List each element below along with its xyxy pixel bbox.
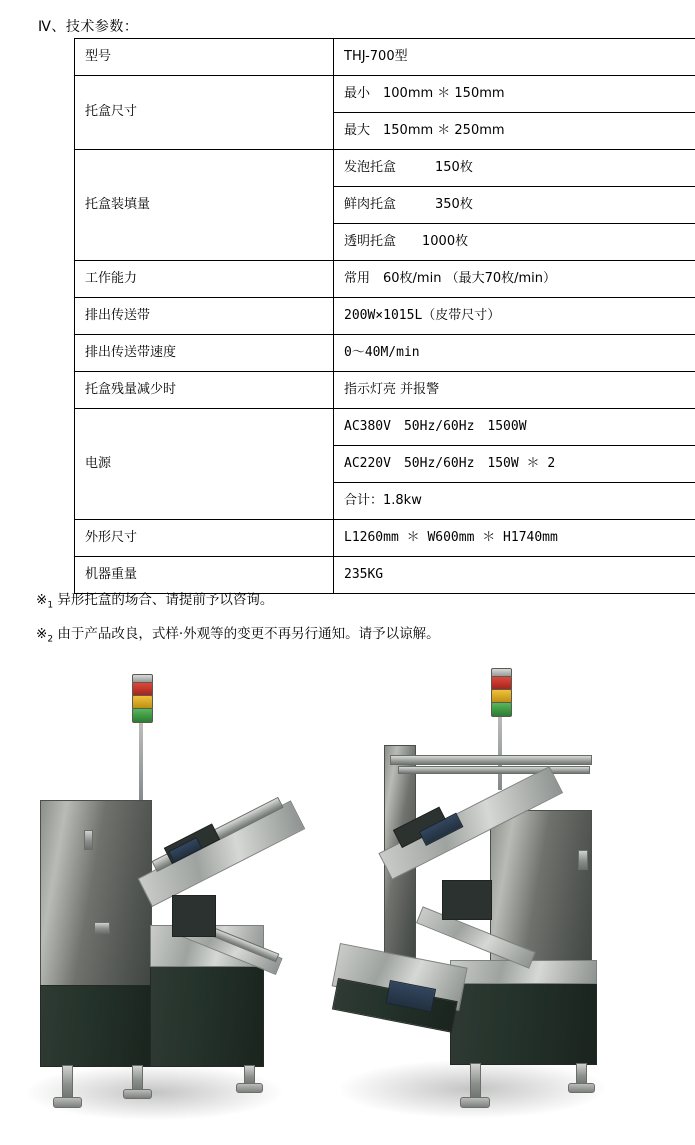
spec-label: 托盒尺寸 (75, 76, 334, 150)
footnote-marker: ※ (36, 626, 48, 642)
table-row (75, 372, 695, 409)
spec-label: 工作能力 (75, 261, 334, 298)
footnote-1 (36, 588, 273, 611)
foot-left (53, 1097, 82, 1108)
spec-label: 排出传送带速度 (75, 335, 334, 372)
table-row (75, 409, 695, 446)
table-row (75, 76, 695, 113)
foot-right (236, 1083, 263, 1093)
spec-label: 排出传送带 (75, 298, 334, 335)
spec-value: 0～40M/min (334, 335, 695, 372)
machine-photo-left (22, 660, 312, 1130)
footnote-text: 异形托盒的场合、请提前予以咨询。 (57, 592, 274, 608)
spec-value: 合计：1.8kw (334, 483, 695, 520)
magazine-arm (137, 800, 305, 907)
spec-label: 机器重量 (75, 557, 334, 594)
lamp-green (491, 702, 512, 717)
footnote-text: 由于产品改良，式样·外观等的变更不再另行通知。请予以谅解。 (57, 626, 440, 642)
cabinet-left-panel (40, 800, 152, 1002)
cabinet-lower-dark (450, 978, 597, 1065)
product-photos (0, 655, 695, 1145)
top-rail-secondary (398, 766, 590, 774)
spec-value: 指示灯亮 并报警 (334, 372, 695, 409)
spec-value: 235KG (334, 557, 695, 594)
cabinet-base-right (150, 960, 264, 1067)
tray-stack (442, 880, 492, 920)
table-row (75, 261, 695, 298)
spec-label: 外形尺寸 (75, 520, 334, 557)
foot-mid (123, 1089, 152, 1099)
page-title: Ⅳ、技术参数： (38, 19, 139, 35)
leg-left (62, 1065, 73, 1101)
spec-value: AC220V 50Hz/60Hz 150W ＊ 2 (334, 446, 695, 483)
spec-value: 鲜肉托盒 350枚 (334, 187, 695, 224)
door-handle (84, 830, 93, 850)
spec-value: 常用 60枚/min （最大70枚/min） (334, 261, 695, 298)
machine-photo-right (330, 660, 620, 1130)
spec-value: 最小 100mm ＊ 150mm (334, 76, 695, 113)
spec-label: 电源 (75, 409, 334, 520)
door-handle (578, 850, 588, 870)
spec-value: 最大 150mm ＊ 250mm (334, 113, 695, 150)
door-latch (94, 922, 110, 934)
table-row (75, 335, 695, 372)
spec-value: AC380V 50Hz/60Hz 1500W (334, 409, 695, 446)
spec-table (74, 38, 695, 594)
foot-left (460, 1097, 490, 1108)
spec-value: 发泡托盒 150枚 (334, 150, 695, 187)
spec-value: 200W×1015L（皮带尺寸） (334, 298, 695, 335)
top-rail (390, 755, 592, 765)
spec-label: 型号 (75, 39, 334, 76)
table-row (75, 520, 695, 557)
table-row (75, 298, 695, 335)
footnote-marker: ※ (36, 592, 48, 608)
spec-value: 透明托盒 1000枚 (334, 224, 695, 261)
spec-label: 托盒装填量 (75, 150, 334, 261)
table-row (75, 150, 695, 187)
lamp-green (132, 708, 153, 723)
cabinet-lower-dark (40, 985, 154, 1067)
footnote-2 (36, 622, 440, 645)
footnote-index: 1 (47, 600, 54, 611)
spec-value: THJ-700型 (334, 39, 695, 76)
table-row (75, 39, 695, 76)
leg-left (470, 1063, 481, 1101)
spec-value: L1260mm ＊ W600mm ＊ H1740mm (334, 520, 695, 557)
foot-right (568, 1083, 595, 1093)
footnote-index: 2 (47, 634, 54, 645)
spec-label: 托盒残量减少时 (75, 372, 334, 409)
tray-stack (172, 895, 216, 937)
